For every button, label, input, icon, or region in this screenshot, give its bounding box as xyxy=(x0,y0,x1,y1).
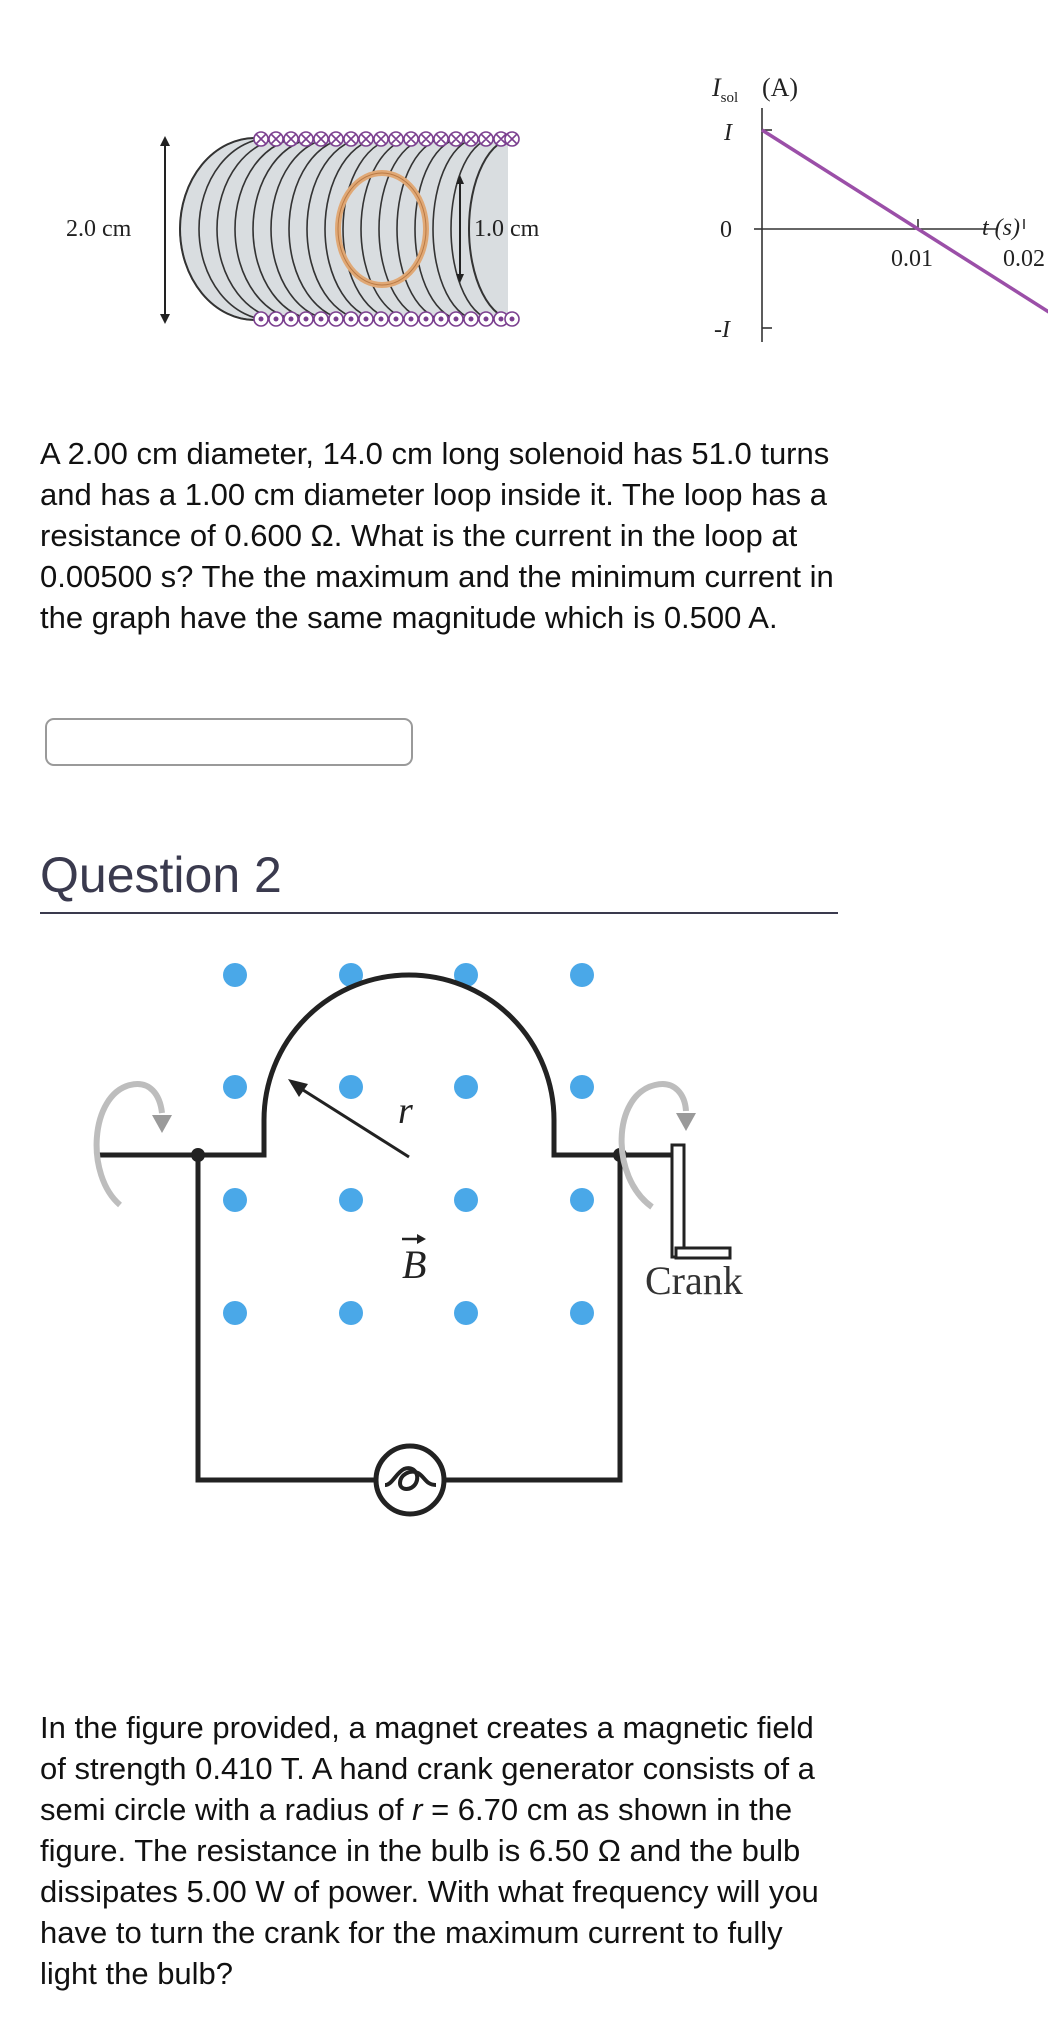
crank-label: Crank xyxy=(645,1258,743,1303)
current-graph xyxy=(700,70,1045,350)
x-tick-label-2: 0.02 xyxy=(1003,246,1045,272)
heading-divider xyxy=(40,912,838,914)
circuit-wire xyxy=(95,975,680,1480)
radius-label: r xyxy=(398,1090,413,1132)
q2-text xyxy=(40,1707,840,1994)
y-tick-bottom: -I xyxy=(714,317,730,343)
q1-text: A 2.00 cm diameter, 14.0 cm long solenoid has 51.0 turns and has a 1.00 cm diameter loop inside it. The loop has a resistance of 0.600 Ω. What is the current in the loop at 0.00500 s? The the maximum and the minimum current in the graph have the same magnitude which is 0.500 A. xyxy=(40,436,834,635)
rotation-arrow-left xyxy=(97,1084,162,1205)
q1-answer-input[interactable] xyxy=(45,718,413,766)
loop-diameter-label: 1.0 cm xyxy=(474,216,540,242)
question-2-heading: Question 2 xyxy=(40,847,282,903)
bulb-icon xyxy=(376,1446,444,1514)
outer-diameter-label: 2.0 cm xyxy=(66,216,132,242)
y-axis-unit: (A) xyxy=(762,73,799,102)
y-axis-label: $I_{sol}$ xyxy=(712,73,739,106)
y-tick-zero: 0 xyxy=(720,217,732,243)
crank-handle xyxy=(672,1145,730,1258)
q2-radius-var: r xyxy=(412,1792,423,1827)
x-axis-label: t (s) xyxy=(982,215,1020,241)
x-tick-label-1: 0.01 xyxy=(891,246,933,272)
q2-text-part-2: = 6.70 cm as shown in the figure. The resistance in the bulb is 6.50 Ω and the bulb dissipates 5.00 W of power. With what frequency will you have to turn the crank for the maximum current to fully light the bulb? xyxy=(40,1792,819,1991)
crank-generator-figure xyxy=(80,945,800,1525)
b-field-label: B xyxy=(402,1242,427,1287)
y-tick-top: I xyxy=(724,120,732,146)
solenoid-figure xyxy=(60,130,580,330)
q2-text-part-1: In the figure provided, a magnet creates a magnetic field of strength 0.410 T. A hand crank generator consists of a semi circle with a radius of xyxy=(40,1710,815,1827)
